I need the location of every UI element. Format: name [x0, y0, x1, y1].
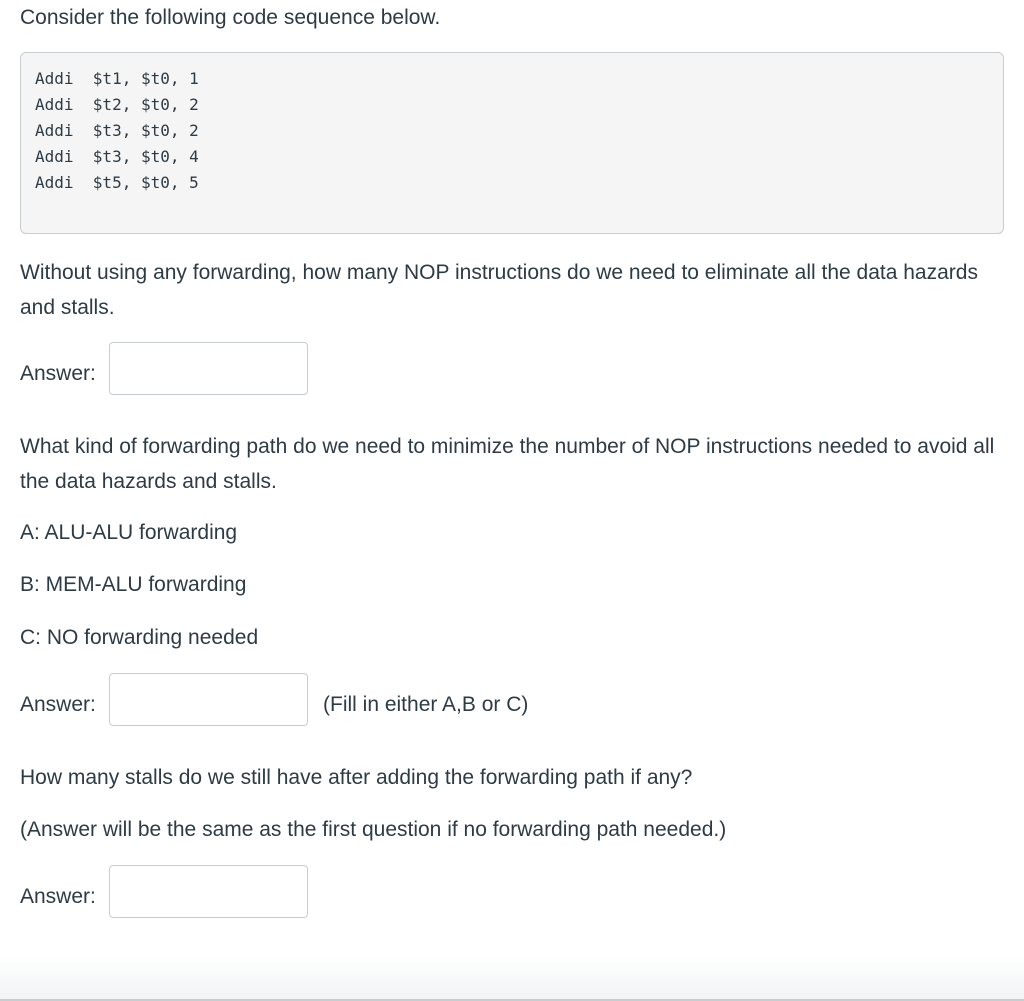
question-2-answer-label: Answer: — [20, 693, 96, 716]
question-1-answer-label: Answer: — [20, 362, 96, 385]
code-line — [35, 95, 199, 115]
code-args: $t2, $t0, 2 — [92, 95, 199, 114]
question-2-answer-input[interactable] — [109, 673, 308, 726]
question-1-answer-input[interactable] — [109, 342, 308, 395]
code-op: Addi — [35, 147, 74, 166]
code-op: Addi — [35, 69, 74, 88]
code-line — [35, 173, 199, 193]
code-args: $t3, $t0, 4 — [92, 147, 199, 166]
question-2-text: What kind of forwarding path do we need to minimize the number of NOP instructions needed to avoid all the data hazards and stalls. — [20, 435, 995, 493]
option-b: B: MEM-ALU forwarding — [20, 573, 247, 596]
code-op: Addi — [35, 121, 74, 140]
question-1-text: Without using any forwarding, how many NOP instructions do we need to eliminate all the data hazards and stalls. — [20, 261, 978, 319]
bottom-divider — [0, 955, 1024, 1001]
option-c: C: NO forwarding needed — [20, 626, 259, 649]
code-op: Addi — [35, 95, 74, 114]
question-3-answer-input[interactable] — [109, 865, 308, 918]
intro-text: Consider the following code sequence below. — [20, 6, 441, 29]
code-line — [35, 147, 199, 167]
code-line — [35, 121, 199, 141]
question-2-hint: (Fill in either A,B or C) — [323, 693, 529, 716]
question-3-answer-label: Answer: — [20, 885, 96, 908]
code-line — [35, 69, 199, 89]
code-op: Addi — [35, 173, 74, 192]
option-a: A: ALU-ALU forwarding — [20, 521, 238, 544]
code-args: $t3, $t0, 2 — [92, 121, 199, 140]
code-block — [20, 52, 1004, 234]
question-3-text: How many stalls do we still have after adding the forwarding path if any? — [20, 766, 693, 789]
question-3-note: (Answer will be the same as the first question if no forwarding path needed.) — [20, 818, 727, 841]
code-args: $t1, $t0, 1 — [92, 69, 199, 88]
code-args: $t5, $t0, 5 — [92, 173, 199, 192]
